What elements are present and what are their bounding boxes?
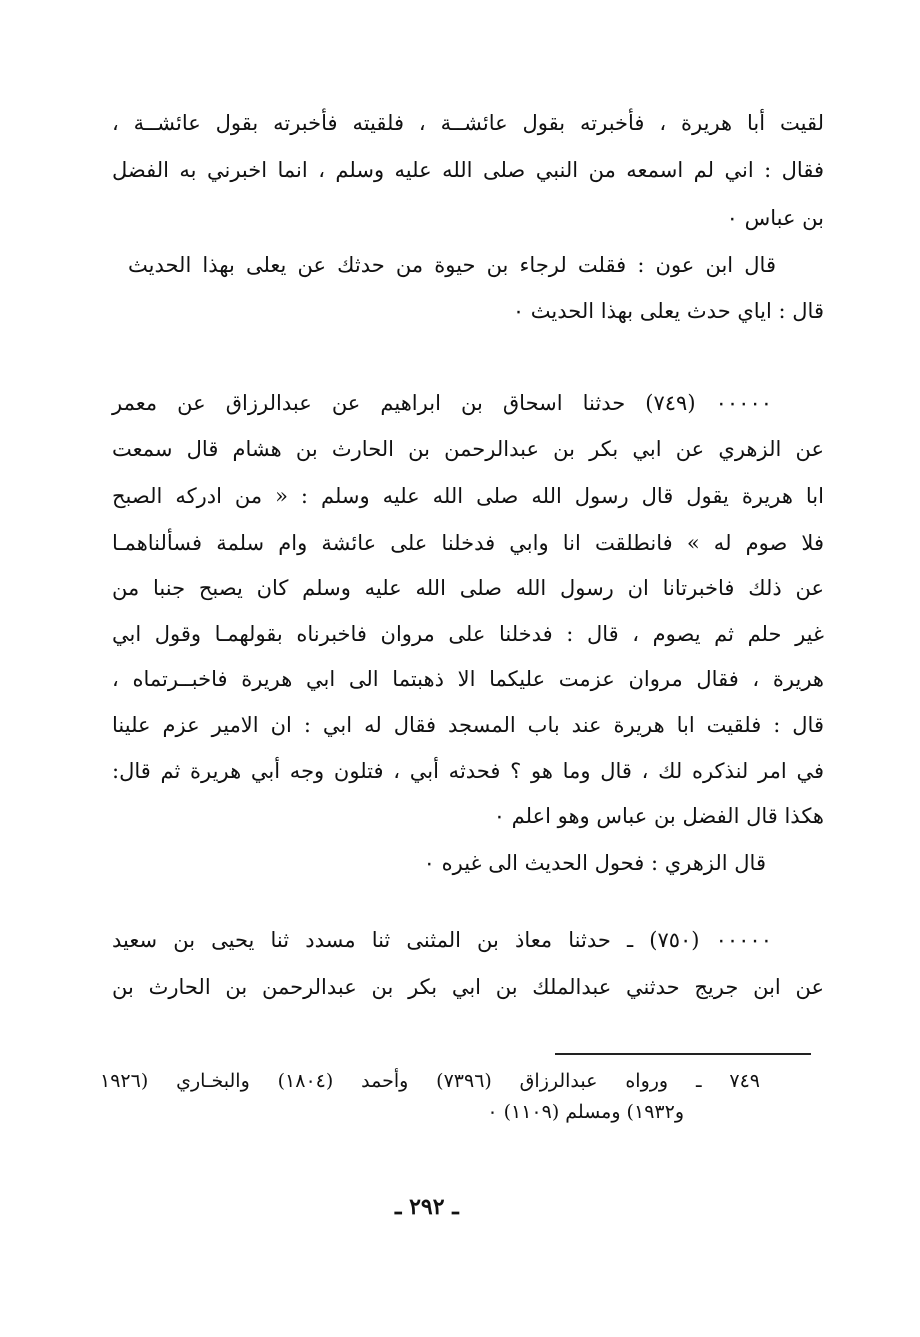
page-number: ـ ٢٩٢ ـ: [395, 1194, 459, 1220]
footnote-line: و١٩٣٢) ومسلم (١١٠٩) ٠: [487, 1101, 684, 1123]
text-line: عن ابن جريج حدثني عبدالملك بن ابي بكر بن عبدالرحمن بن الحارث بن: [112, 975, 824, 999]
text-line: قال ابن عون : فقلت لرجاء بن حيوة من حدثك عن يعلى بهذا الحديث: [128, 253, 776, 277]
text-line: في امر لنذكره لك ، قال وما هو ؟ فحدثه أبي ، فتلون وجه أبي هريرة ثم قال:: [112, 759, 824, 783]
text-line: فقال : اني لم اسمعه من النبي صلى الله عليه وسلم ، انما اخبرني به الفضل: [112, 158, 824, 182]
text-line: قال : اياي حدث يعلى بهذا الحديث ٠: [512, 299, 824, 323]
text-line: بن عباس ٠: [726, 206, 824, 230]
text-line: فلا صوم له » فانطلقت انا وابي فدخلنا على عائشة وام سلمة فسألناهمـا: [112, 531, 824, 555]
footnote-separator: [555, 1053, 811, 1055]
text-line: ابا هريرة يقول قال رسول الله صلى الله عليه وسلم : « من ادركه الصبح: [112, 484, 824, 508]
text-line: ٠٠٠٠٠ (٧٥٠) ـ حدثنا معاذ بن المثنى ثنا مسدد ثنا يحيى بن سعيد: [112, 928, 772, 952]
text-line: هريرة ، فقال مروان عزمت عليكما الا ذهبتما الى ابي هريرة فاخبــرتماه ،: [112, 667, 824, 691]
text-line: غير حلم ثم يصوم ، قال : فدخلنا على مروان فاخبرناه بقولهمـا وقول ابي: [112, 622, 824, 646]
text-line: ٠٠٠٠٠ (٧٤٩) حدثنا اسحاق بن ابراهيم عن عبدالرزاق عن معمر: [112, 391, 773, 415]
text-line: قال : فلقيت ابا هريرة عند باب المسجد فقال له ابي : ان الامير عزم علينا: [112, 713, 824, 737]
text-line: قال الزهري : فحول الحديث الى غيره ٠: [423, 851, 766, 875]
text-line: هكذا قال الفضل بن عباس وهو اعلم ٠: [493, 804, 824, 828]
text-line: لقيت أبا هريرة ، فأخبرته بقول عائشــة ، فلقيته فأخبرته بقول عائشــة ،: [112, 111, 824, 135]
text-line: عن ذلك فاخبرتانا ان رسول الله صلى الله عليه وسلم كان يصبح جنبا من: [112, 576, 824, 600]
text-line: عن الزهري عن ابي بكر بن عبدالرحمن بن الحارث بن هشام قال سمعت: [112, 437, 824, 461]
footnote-line: ٧٤٩ ـ ورواه عبدالرزاق (٧٣٩٦) وأحمد (١٨٠٤) والبخـاري (١٩٢٦: [100, 1070, 761, 1092]
